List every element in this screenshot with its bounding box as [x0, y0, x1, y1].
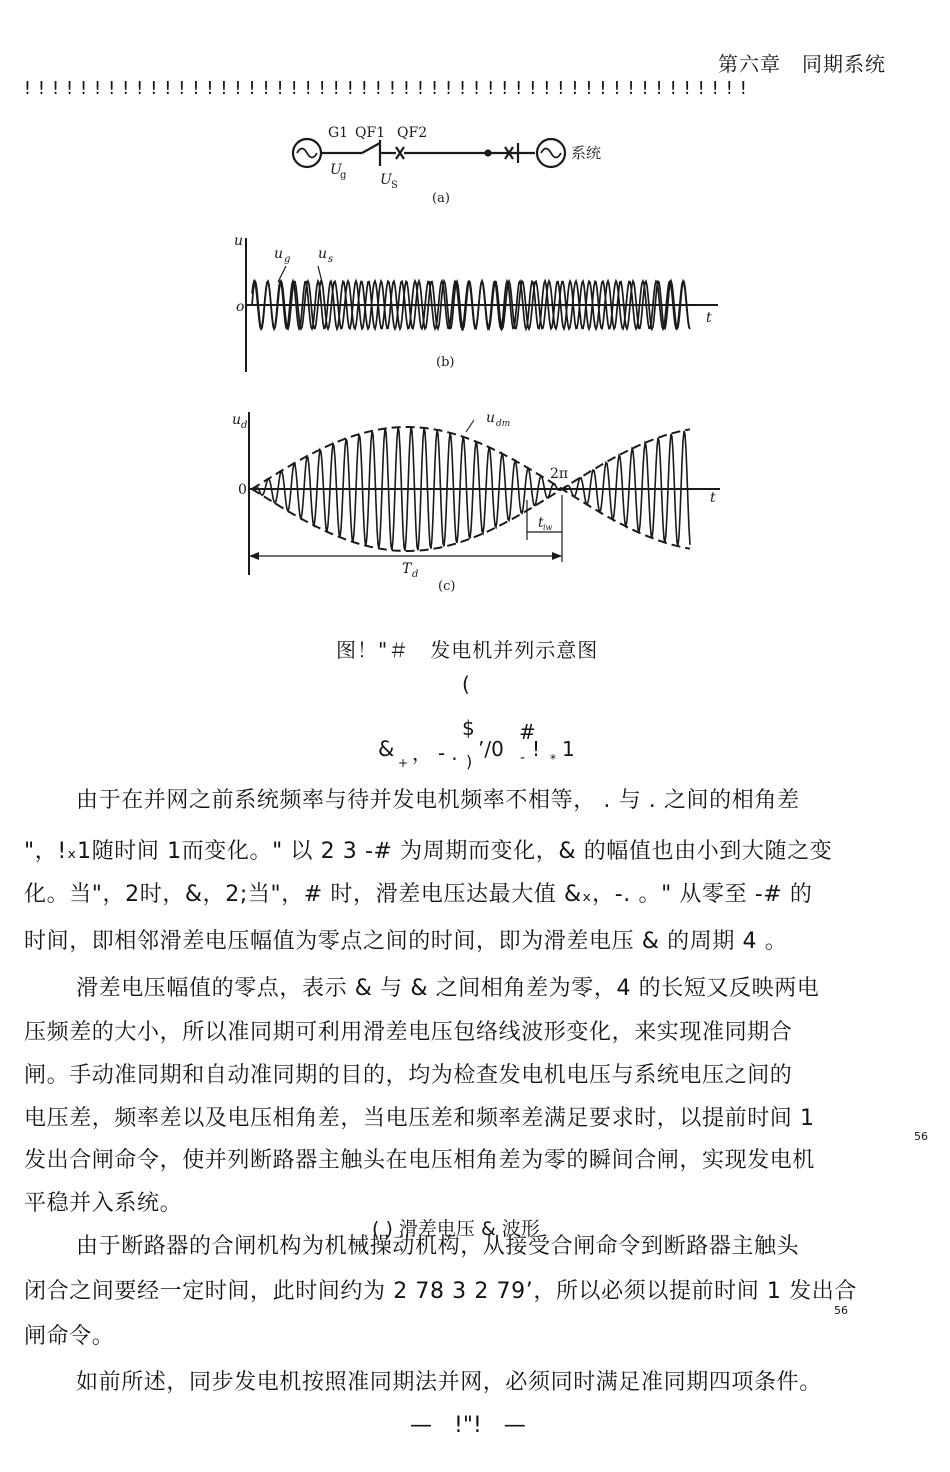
paragraph-4-line-1: 如前所述，同步发电机按照准同期法并网，必须同时满足准同期四项条件。 [76, 1370, 822, 1395]
header-rule: !!!!!!!!!!!!!!!!!!!!!!!!!!!!!!!!!!!!!!!!!!!!!!!!!!!! [22, 78, 752, 99]
paragraph-1-line-4: 时间，即相邻滑差电压幅值为零点之间的时间，即为滑差电压 & 的周期 4 。 [24, 929, 788, 954]
label-wave-us: u [318, 246, 328, 262]
label-wave-ug: u [274, 246, 284, 262]
paragraph-2-line-2: 压频差的大小，所以准同期可利用滑差电压包络线波形变化，来实现准同期合 [24, 1020, 793, 1045]
stray-subcaption: ( ) 滑差电压 & 波形 [372, 1218, 540, 1240]
eq-mid: ，-. [412, 741, 464, 765]
label-axis-t-c: t [710, 490, 716, 506]
label-td: T [402, 561, 412, 577]
label-system: 系统 [571, 144, 602, 162]
paragraph-1-line-3: 化。当"，2时，&，2;当"，# 时，滑差电压达最大值 &ₓ，-. 。" 从零至 -# 的 [24, 882, 813, 907]
label-qf1: QF1 [355, 125, 386, 141]
paragraph-1-line-2: "，!ₓ1随时间 1而变化。" 以 2 3 -# 为周期而变化，& 的幅值也由小到大随之变 [24, 839, 833, 864]
chapter-header: 第六章 同期系统 [718, 52, 886, 76]
label-axis-ud-sub: d [241, 420, 248, 431]
label-us-sub: S [391, 180, 398, 191]
paragraph-1-line-1: 由于在并网之前系统频率与待并发电机频率不相等， . 与 . 之间的相角差 [76, 788, 800, 813]
paragraph-3-line-2: 闭合之间要经一定时间，此时间约为 2 78 3 2 79’，所以必须以提前时间 1 发出合 [24, 1279, 857, 1304]
paragraph-2-line-3: 闸。手动准同期和自动准同期的目的，均为检查发电机电压与系统电压之间的 [24, 1063, 793, 1088]
label-origin-c: 0 [238, 482, 247, 498]
eq-one: 1 [562, 737, 575, 761]
paragraph-3-line-1: 由于断路器的合闸机构为机械操动机构，从接受合闸命令到断路器主触头 [76, 1234, 800, 1259]
breaker-qf1 [362, 143, 380, 153]
label-wave-ug-sub: g [284, 254, 291, 265]
eq-bang: ! [532, 737, 541, 761]
label-envelope-sub: dm [496, 419, 511, 429]
label-axis-u: u [234, 233, 244, 249]
label-envelope: u [486, 410, 496, 426]
page-number: — !"! — [410, 1413, 526, 1438]
subscript-56-a: 56 [914, 1130, 928, 1143]
eq-lead: & [378, 737, 395, 761]
paragraph-2-line-4: 电压差，频率差以及电压相角差，当电压差和频率差满足要求时，以提前时间 1 [24, 1106, 815, 1131]
panel-b-voltage-waves [246, 238, 718, 372]
panel-c-slip-voltage [249, 412, 720, 575]
label-origin-b: o [236, 299, 245, 315]
paragraph-3-line-3: 闸命令。 [24, 1324, 115, 1349]
eq-paren-top: ( [462, 672, 470, 696]
eq-paren-close: ) [466, 752, 473, 771]
eq-dollar: $ [462, 716, 475, 740]
eq-plus: + [398, 756, 409, 770]
label-tiw-sub: iw [543, 523, 553, 532]
label-axis-ud: u [232, 412, 242, 428]
tag-b: (b) [436, 355, 455, 370]
eq-dash: - [520, 750, 526, 766]
label-axis-t-b: t [706, 310, 712, 326]
tag-c: (c) [438, 579, 456, 594]
eq-hash: # [519, 720, 536, 744]
label-wave-us-sub: s [328, 254, 334, 265]
label-g1: G1 [328, 125, 349, 141]
paragraph-2-line-6: 平稳并入系统。 [24, 1191, 183, 1216]
label-td-sub: d [412, 569, 419, 580]
eq-star: * [550, 752, 556, 766]
label-ug: U [330, 162, 342, 178]
paragraph-2-line-1: 滑差电压幅值的零点，表示 & 与 & 之间相角差为零，4 的长短又反映两电 [76, 976, 820, 1001]
label-2pi: 2π [550, 466, 569, 482]
figure-caption: 图！"＃ 发电机并列示意图 [336, 638, 599, 662]
label-us: U [380, 172, 392, 188]
tag-a: (a) [432, 191, 450, 206]
label-tiw: t [538, 515, 544, 531]
paragraph-2-line-5: 发出合闸命令，使并列断路器主触头在电压相角差为零的瞬间合闸，实现发电机 [24, 1148, 816, 1173]
label-qf2: QF2 [397, 125, 428, 141]
subscript-56-b: 56 [834, 1304, 848, 1317]
eq-tail: ’/0 [478, 737, 504, 761]
label-ug-sub: g [340, 170, 347, 181]
